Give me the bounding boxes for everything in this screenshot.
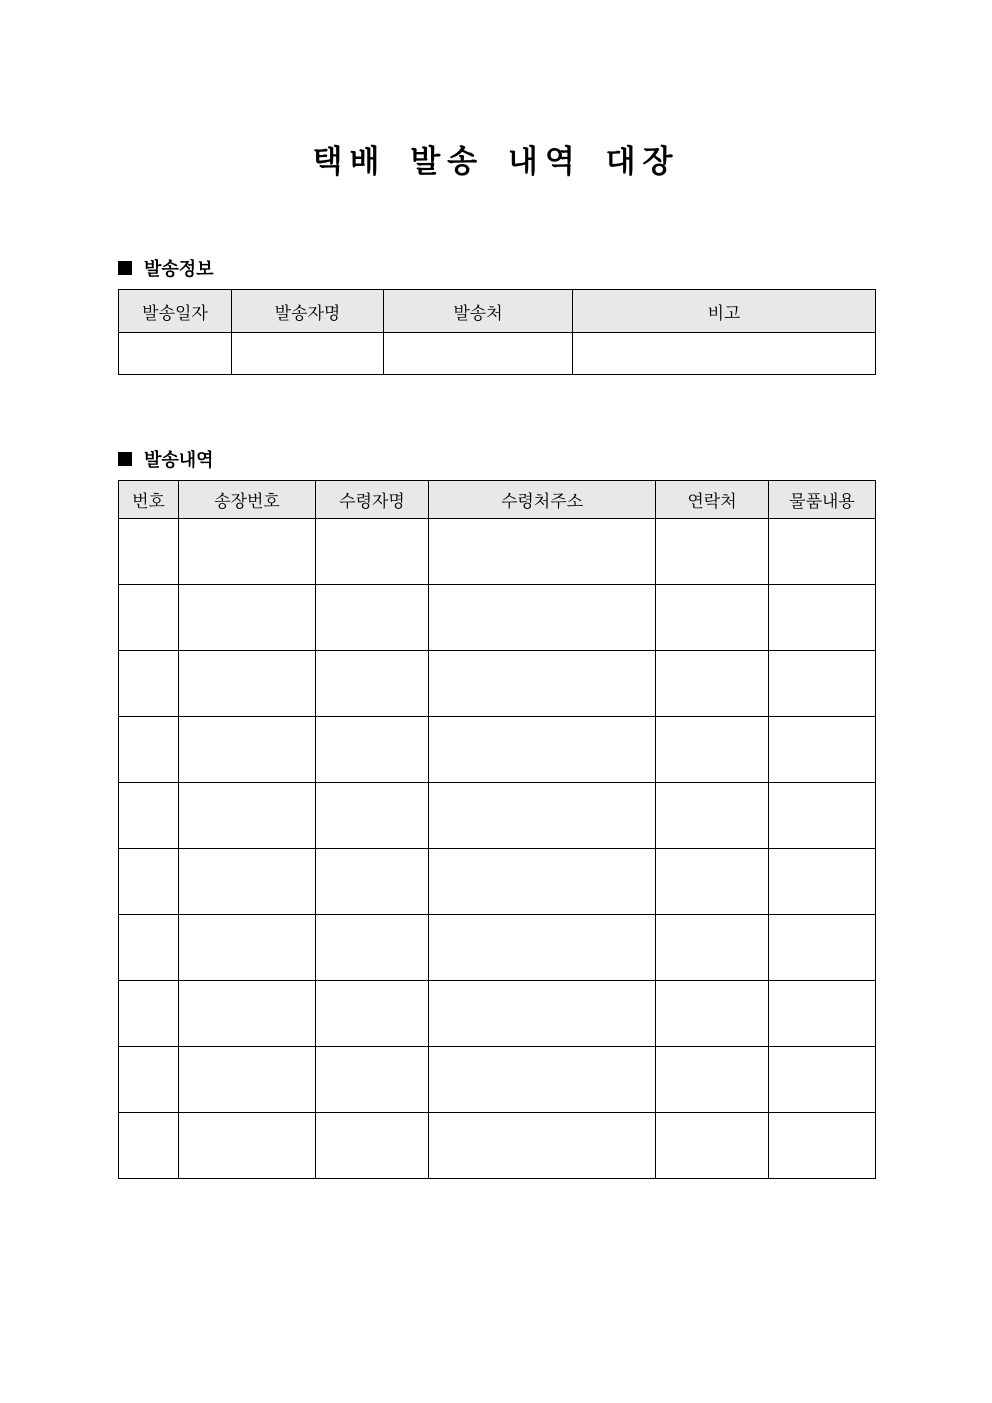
recipient-name-cell[interactable] [316, 915, 429, 981]
column-header-recipient-name: 수령자명 [316, 481, 429, 519]
recipient-name-cell[interactable] [316, 717, 429, 783]
invoice-number-cell[interactable] [179, 783, 316, 849]
send-date-cell[interactable] [119, 333, 232, 375]
item-description-cell[interactable] [769, 783, 876, 849]
send-location-cell[interactable] [384, 333, 573, 375]
table-row [119, 1047, 876, 1113]
recipient-address-cell[interactable] [429, 1113, 656, 1179]
column-header-number: 번호 [119, 481, 179, 519]
recipient-address-cell[interactable] [429, 1047, 656, 1113]
table-row [119, 783, 876, 849]
square-bullet-icon [118, 452, 132, 466]
number-cell[interactable] [119, 915, 179, 981]
item-description-cell[interactable] [769, 1047, 876, 1113]
recipient-address-cell[interactable] [429, 717, 656, 783]
send-log-table [118, 480, 876, 1179]
table-row [119, 333, 876, 375]
number-cell[interactable] [119, 981, 179, 1047]
recipient-name-cell[interactable] [316, 783, 429, 849]
contact-cell[interactable] [656, 585, 769, 651]
table-row [119, 717, 876, 783]
send-info-table [118, 289, 876, 375]
number-cell[interactable] [119, 783, 179, 849]
recipient-address-cell[interactable] [429, 651, 656, 717]
invoice-number-cell[interactable] [179, 849, 316, 915]
section-heading-send-log [118, 446, 214, 472]
table-row [119, 849, 876, 915]
column-header-invoice-number: 송장번호 [179, 481, 316, 519]
table-header-row [119, 290, 876, 333]
invoice-number-cell[interactable] [179, 519, 316, 585]
section-heading-send-info [118, 255, 214, 281]
number-cell[interactable] [119, 1113, 179, 1179]
column-header-send-location: 발송처 [384, 290, 573, 333]
section-heading-label: 발송내역 [144, 450, 214, 471]
contact-cell[interactable] [656, 783, 769, 849]
invoice-number-cell[interactable] [179, 981, 316, 1047]
invoice-number-cell[interactable] [179, 915, 316, 981]
number-cell[interactable] [119, 849, 179, 915]
item-description-cell[interactable] [769, 849, 876, 915]
recipient-address-cell[interactable] [429, 585, 656, 651]
remarks-cell[interactable] [573, 333, 876, 375]
contact-cell[interactable] [656, 1047, 769, 1113]
contact-cell[interactable] [656, 1113, 769, 1179]
recipient-name-cell[interactable] [316, 1047, 429, 1113]
recipient-address-cell[interactable] [429, 783, 656, 849]
column-header-item-description: 물품내용 [769, 481, 876, 519]
invoice-number-cell[interactable] [179, 1047, 316, 1113]
contact-cell[interactable] [656, 651, 769, 717]
contact-cell[interactable] [656, 717, 769, 783]
recipient-address-cell[interactable] [429, 915, 656, 981]
send-log-body [119, 519, 876, 1179]
recipient-name-cell[interactable] [316, 519, 429, 585]
section-heading-label: 발송정보 [144, 259, 214, 280]
recipient-name-cell[interactable] [316, 651, 429, 717]
recipient-address-cell[interactable] [429, 849, 656, 915]
column-header-recipient-address: 수령처주소 [429, 481, 656, 519]
contact-cell[interactable] [656, 915, 769, 981]
recipient-name-cell[interactable] [316, 981, 429, 1047]
column-header-contact: 연락처 [656, 481, 769, 519]
sender-name-cell[interactable] [232, 333, 384, 375]
recipient-address-cell[interactable] [429, 981, 656, 1047]
recipient-address-cell[interactable] [429, 519, 656, 585]
item-description-cell[interactable] [769, 1113, 876, 1179]
number-cell[interactable] [119, 519, 179, 585]
recipient-name-cell[interactable] [316, 1113, 429, 1179]
table-row [119, 981, 876, 1047]
number-cell[interactable] [119, 1047, 179, 1113]
table-header-row [119, 481, 876, 519]
table-row [119, 651, 876, 717]
item-description-cell[interactable] [769, 915, 876, 981]
contact-cell[interactable] [656, 849, 769, 915]
table-row [119, 519, 876, 585]
table-row [119, 585, 876, 651]
column-header-send-date: 발송일자 [119, 290, 232, 333]
invoice-number-cell[interactable] [179, 717, 316, 783]
item-description-cell[interactable] [769, 651, 876, 717]
recipient-name-cell[interactable] [316, 849, 429, 915]
invoice-number-cell[interactable] [179, 585, 316, 651]
invoice-number-cell[interactable] [179, 1113, 316, 1179]
item-description-cell[interactable] [769, 585, 876, 651]
table-row [119, 915, 876, 981]
page-title: 택배 발송 내역 대장 [312, 144, 680, 180]
recipient-name-cell[interactable] [316, 585, 429, 651]
item-description-cell[interactable] [769, 519, 876, 585]
table-row [119, 1113, 876, 1179]
number-cell[interactable] [119, 717, 179, 783]
number-cell[interactable] [119, 585, 179, 651]
contact-cell[interactable] [656, 981, 769, 1047]
invoice-number-cell[interactable] [179, 651, 316, 717]
item-description-cell[interactable] [769, 717, 876, 783]
number-cell[interactable] [119, 651, 179, 717]
column-header-sender-name: 발송자명 [232, 290, 384, 333]
square-bullet-icon [118, 261, 132, 275]
contact-cell[interactable] [656, 519, 769, 585]
column-header-remarks: 비고 [573, 290, 876, 333]
item-description-cell[interactable] [769, 981, 876, 1047]
